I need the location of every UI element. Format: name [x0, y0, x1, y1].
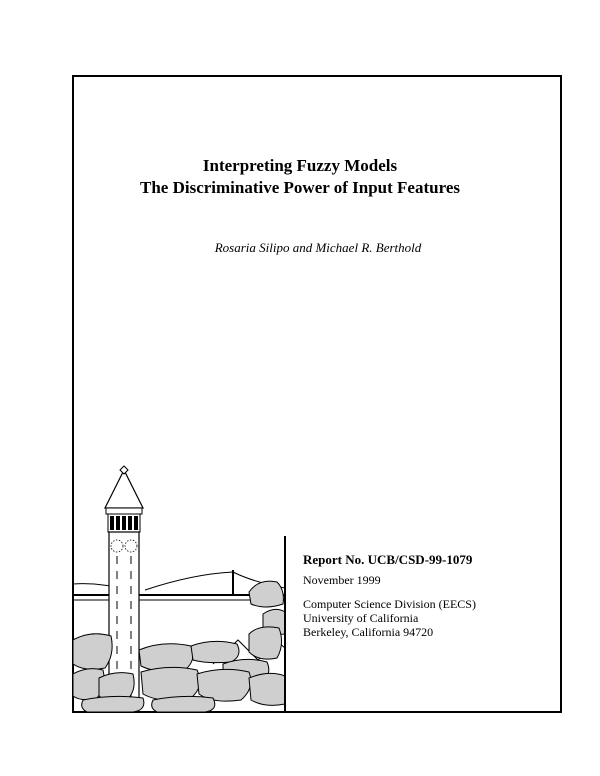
report-number: Report No. UCB/CSD-99-1079	[303, 552, 473, 567]
title-line-1: Interpreting Fuzzy Models	[202, 156, 398, 175]
authors: Rosaria Silipo and Michael R. Berthold	[214, 240, 422, 255]
title-line-2: The Discriminative Power of Input Features	[140, 178, 460, 197]
address-line: University of California	[303, 611, 419, 625]
campanile-spire	[105, 470, 143, 508]
address-line: Berkeley, California 94720	[303, 625, 434, 639]
address-line: Computer Science Division (EECS)	[303, 597, 476, 611]
campanile-bridge-illustration	[73, 464, 285, 712]
report-date: November 1999	[303, 573, 381, 587]
campanile-finial	[120, 466, 128, 474]
campanile-top	[106, 508, 142, 514]
vertical-divider	[284, 536, 286, 712]
rocks	[73, 581, 285, 712]
